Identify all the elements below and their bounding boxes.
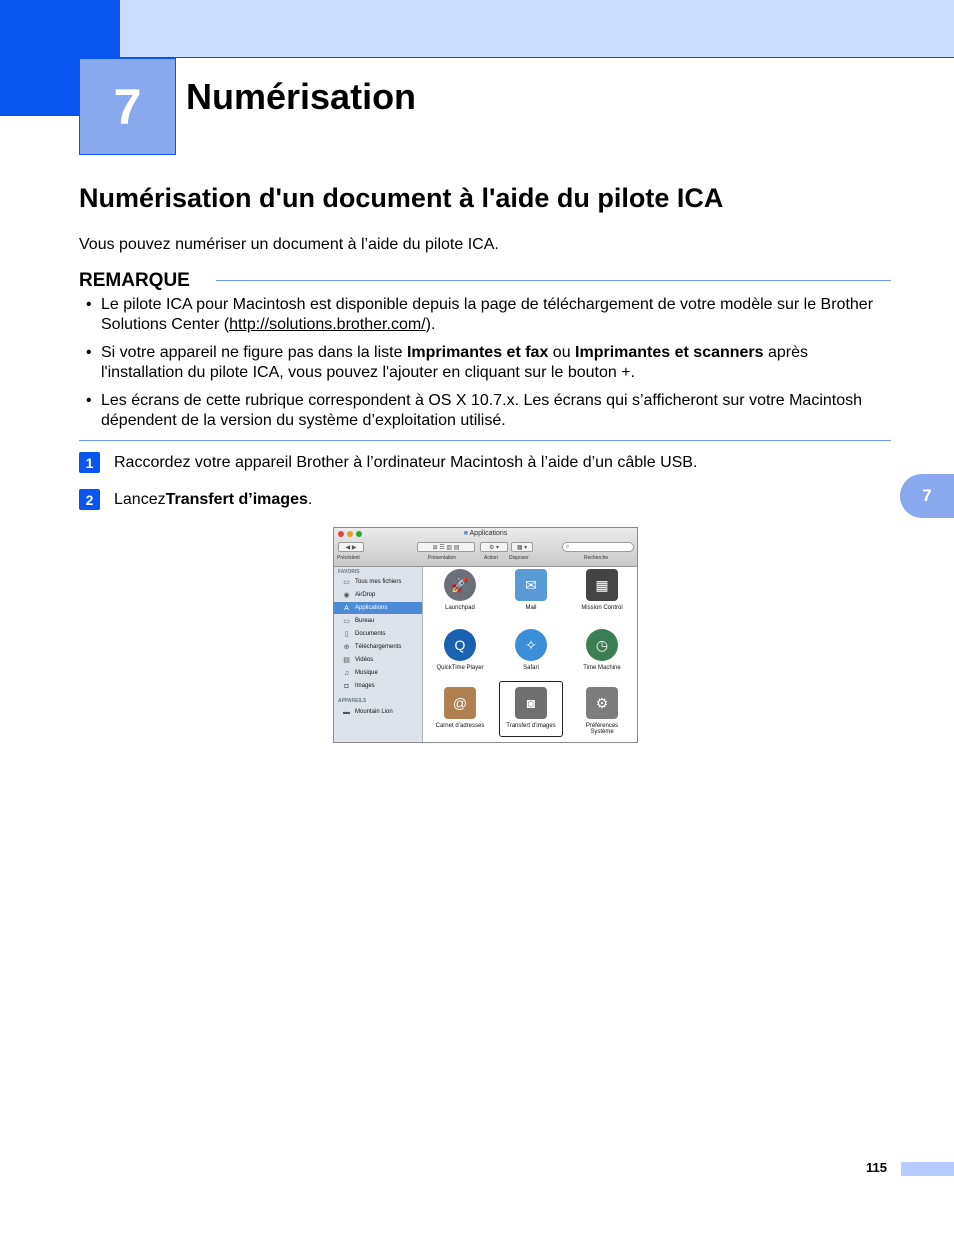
icon-view-icon: ⊞	[432, 544, 438, 551]
sidebar-item-airdrop[interactable]	[334, 589, 422, 601]
app-image-capture[interactable]	[496, 687, 566, 729]
music-icon: ♫	[343, 669, 350, 677]
camera-icon: ◙	[515, 687, 547, 719]
side-tab-number: 7	[922, 486, 932, 505]
sidebar-item-label: Vidéos	[355, 657, 374, 663]
sidebar-item-music[interactable]	[334, 667, 422, 679]
bullet-dot: •	[86, 392, 92, 409]
note-bullet-1	[86, 295, 886, 335]
app-mail[interactable]	[496, 569, 566, 611]
chapter-number-box	[79, 58, 176, 155]
page-number: 115	[866, 1160, 887, 1175]
sidebar-item-label: Documents	[355, 631, 386, 637]
sidebar-item-desktop[interactable]	[334, 615, 422, 627]
app-quicktime[interactable]	[425, 629, 495, 671]
sidebar-item-label: Tous mes fichiers	[355, 579, 402, 585]
solutions-center-link[interactable]: http://solutions.brother.com/	[229, 316, 426, 333]
bullet-dot: •	[86, 344, 92, 361]
sidebar-item-label: Applications	[355, 605, 388, 611]
image-capture-label: Transfert d’images	[165, 490, 308, 508]
page-number-bar	[901, 1162, 954, 1176]
sidebar-item-downloads[interactable]	[334, 641, 422, 653]
rocket-icon: 🚀	[444, 569, 476, 601]
app-label: Time Machine	[583, 665, 621, 671]
sidebar-item-mountain-lion[interactable]	[334, 706, 422, 718]
all-files-icon: ▭	[343, 579, 350, 586]
quicktime-icon: Q	[444, 629, 476, 661]
step-text-end: .	[307, 490, 313, 508]
search-input[interactable]	[562, 542, 634, 552]
airdrop-icon: ◉	[343, 592, 350, 599]
app-safari[interactable]	[496, 629, 566, 671]
bullet-text: Le pilote ICA pour Macintosh est disponible depuis la page de téléchargement de votre modèle sur le Brother Solutions Center (	[101, 296, 874, 333]
coverflow-view-icon: ▤	[453, 544, 460, 551]
app-label: Launchpad	[445, 605, 475, 611]
videos-icon: ▤	[343, 657, 350, 664]
step-text: Raccordez votre appareil Brother à l’ordinateur Macintosh à l’aide d’un câble USB.	[114, 453, 698, 471]
bullet-text-end: ).	[425, 316, 436, 333]
sidebar-devices-heading: APPAREILS	[338, 698, 367, 704]
back-forward-buttons[interactable]	[338, 542, 364, 552]
app-launchpad[interactable]	[425, 569, 495, 611]
view-label: Présentation	[428, 555, 457, 561]
bullet-text: ou	[548, 344, 576, 361]
app-mission-control[interactable]	[567, 569, 637, 611]
note-divider-bottom	[79, 440, 891, 441]
note-bullet-3	[86, 391, 886, 431]
disk-icon: ▬	[343, 708, 350, 716]
applications-icon: A	[344, 604, 349, 612]
column-view-icon: ▥	[446, 544, 453, 551]
note-heading: REMARQUE	[79, 270, 190, 291]
back-label: Précédent	[337, 555, 360, 561]
documents-icon: ▯	[344, 631, 349, 638]
bullet-text: Les écrans de cette rubrique correspondent à OS X 10.7.x. Les écrans qui s’afficheront sur votre Macintosh dépendent de la version du système d’exploitation utilisé.	[101, 392, 863, 429]
chapter-title: Numérisation	[186, 76, 417, 117]
app-label: QuickTime Player	[436, 665, 484, 671]
bullet-text: Si votre appareil ne figure pas dans la liste	[101, 344, 407, 361]
arrange-icon: ▦ ▾	[516, 544, 528, 551]
app-label: Mission Control	[581, 605, 623, 611]
sidebar-item-applications[interactable]	[334, 602, 422, 614]
app-label: Safari	[523, 665, 539, 671]
intro-text: Vous pouvez numériser un document à l’aide du pilote ICA.	[79, 236, 499, 253]
step-2	[79, 489, 312, 510]
arrange-label: Disposer	[509, 555, 529, 561]
section-title: Numérisation d'un document à l'aide du pilote ICA	[79, 183, 724, 213]
app-label: Mail	[525, 605, 537, 611]
app-system-preferences[interactable]	[567, 687, 637, 735]
app-address-book[interactable]	[425, 687, 495, 729]
printers-scanners-label: Imprimantes et scanners	[575, 344, 764, 361]
sidebar-item-label: Musique	[355, 670, 378, 676]
sidebar-item-label: Images	[355, 683, 375, 689]
action-label: Action	[484, 555, 498, 561]
window-title	[334, 530, 637, 537]
note-bullet-2	[86, 343, 886, 383]
mission-control-icon: ▦	[586, 569, 618, 601]
note-divider-top	[216, 280, 891, 281]
mail-icon: ✉	[515, 569, 547, 601]
app-label: Préférences	[585, 723, 619, 729]
sidebar-item-images[interactable]	[334, 680, 422, 692]
folder-icon: ■	[463, 530, 468, 537]
sidebar-item-label: Bureau	[355, 618, 375, 624]
sidebar-item-videos[interactable]	[334, 654, 422, 666]
address-book-icon: @	[444, 687, 476, 719]
sidebar-item-all-files[interactable]	[334, 576, 422, 588]
list-view-icon: ☰	[439, 544, 445, 551]
sidebar-item-label: Mountain Lion	[355, 709, 393, 715]
step-text: Lancez	[114, 490, 166, 508]
downloads-icon: ⊕	[343, 644, 350, 651]
sidebar-item-documents[interactable]	[334, 628, 422, 640]
gear-icon: ⚙ ▾	[488, 544, 500, 551]
step-number: 2	[79, 489, 100, 510]
app-label-line2: Système	[590, 729, 614, 735]
sidebar-item-label: Téléchargements	[355, 644, 402, 650]
printers-fax-label: Imprimantes et fax	[406, 344, 549, 361]
window-title-text: Applications	[469, 530, 508, 537]
action-button[interactable]	[480, 542, 508, 552]
finder-sidebar	[334, 567, 423, 743]
step-number: 1	[79, 452, 100, 473]
forward-arrow-icon: ▶	[351, 544, 357, 551]
search-label: Recherche	[584, 555, 609, 561]
header-band	[120, 0, 954, 58]
compass-icon: ✧	[515, 629, 547, 661]
step-1	[79, 452, 697, 473]
bullet-dot: •	[86, 296, 92, 313]
time-machine-icon: ◷	[586, 629, 618, 661]
chapter-number: 7	[113, 78, 142, 135]
back-arrow-icon: ◀	[345, 544, 351, 551]
app-label: Carnet d’adresses	[435, 723, 485, 729]
arrange-button[interactable]	[511, 542, 533, 552]
sidebar-item-label: AirDrop	[355, 592, 376, 598]
app-label: Transfert d’images	[506, 723, 556, 729]
bullet-text: après l'installation du pilote ICA, vous pouvez l'ajouter en cliquant sur le bouton +.	[101, 344, 809, 381]
images-icon: ◘	[344, 682, 349, 690]
finder-window	[333, 527, 638, 743]
chapter-side-tab	[900, 474, 954, 518]
sidebar-favorites-heading: FAVORIS	[338, 569, 360, 575]
search-icon: ⌕	[566, 544, 570, 550]
desktop-icon: ▭	[343, 618, 350, 625]
app-time-machine[interactable]	[567, 629, 637, 671]
finder-toolbar	[334, 528, 637, 567]
gear-icon: ⚙	[586, 687, 618, 719]
view-buttons[interactable]	[417, 542, 475, 552]
